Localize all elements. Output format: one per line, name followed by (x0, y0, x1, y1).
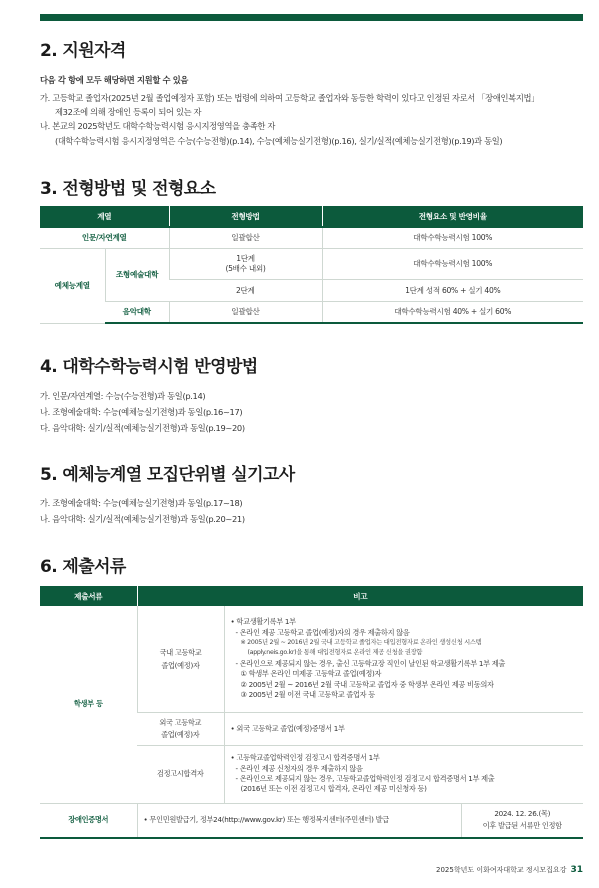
cell-method: 일괄합산 (169, 227, 322, 248)
page-number: 31 (570, 865, 583, 875)
cell-ged-remarks (224, 745, 583, 803)
cell-school-record: 학생부 등 (40, 606, 137, 803)
csat-item-a: 가. 인문/자연계열: 수능(수능전형)과 동일(p.14) (40, 391, 206, 401)
cell-stage2: 2단계 (169, 279, 322, 301)
foreign-label-1: 외국 고등학교 (159, 717, 202, 727)
domestic-label-2: 졸업(예정)자 (161, 660, 200, 670)
ged-line: - 온라인으로 제공되지 않는 경우, 고등학교졸업학력인정 검정고시 합격증명서 1부 제출 (235, 774, 495, 783)
header-method: 전형방법 (169, 206, 322, 227)
table-row (40, 248, 583, 279)
ged-line: - 온라인 제공 신청자의 경우 제출하지 않음 (235, 763, 363, 773)
foreign-label-2: 졸업(예정)자 (161, 729, 200, 739)
cell-disability-cert: 장애인증명서 (40, 803, 137, 838)
section-title-documents: 6. 제출서류 (40, 557, 126, 577)
eligibility-item-b: 나. 본교의 2025학년도 대학수학능력시험 응시지정영역을 충족한 자 (40, 121, 276, 131)
cell-disability-remarks: • 무인민원발급기, 정부24(http://www.gov.kr) 또는 행정복지센터(주민센터) 발급 (137, 803, 461, 838)
practical-item-b: 나. 음악대학: 실기/실적(예체능실기전형)과 동일(p.20~21) (40, 514, 245, 524)
header-track: 계열 (40, 206, 169, 227)
domestic-note: ※ 2005년 2월 ~ 2016년 2월 국내 고등학교 졸업자는 대입전형자료 온라인 생성신청 시스템 (240, 638, 482, 646)
eligibility-item-b-cont: (대학수학능력시험 응시지정영역은 수능(수능전형)(p.14), 수능(예체능실기전형)(p.16), 실기/실적(예체능실기전형)(p.19)과 동일) (55, 136, 503, 146)
csat-item-c: 다. 음악대학: 실기/실적(예체능실기전형)과 동일(p.19~20) (40, 423, 245, 433)
eligibility-item-a-cont: 제32조에 의해 장애인 등록이 되어 있는 자 (55, 107, 202, 117)
stage1-multiplier: (5배수 내외) (225, 263, 266, 273)
top-accent-bar (40, 14, 583, 21)
cell-ratio: 대학수학능력시험 100% (322, 227, 583, 248)
cell-foreign (137, 712, 224, 745)
cell-music-ratio: 대학수학능력시험 40% + 실기 60% (322, 301, 583, 323)
domestic-line: • 학교생활기록부 1부 (230, 617, 296, 627)
table-row (40, 301, 583, 323)
section-title-practical-exam: 5. 예체능계열 모집단위별 실기고사 (40, 465, 295, 485)
practical-item-a: 가. 조형예술대학: 수능(예체능실기전형)과 동일(p.17~18) (40, 498, 243, 508)
cell-domestic-remarks (224, 606, 583, 712)
eligibility-item-a: 가. 고등학교 졸업자(2025년 2월 졸업예정자 포함) 또는 법령에 의하여 고등학교 졸업자와 동등한 학력이 있다고 인정된 자로서 「장애인복지법」 (40, 93, 540, 103)
table-row (40, 227, 583, 248)
cell-formative-college: 조형예술대학 (105, 248, 169, 301)
domestic-label-1: 국내 고등학교 (159, 647, 202, 657)
header-documents: 제출서류 (40, 586, 137, 606)
cell-humanities: 인문/자연계열 (40, 227, 169, 248)
disability-date: 2024. 12. 26.(목) (494, 809, 551, 819)
cell-stage2-ratio: 1단계 성적 60% + 실기 40% (322, 279, 583, 301)
table-row (40, 606, 583, 712)
domestic-line: ① 학생부 온라인 미제공 고등학교 졸업(예정)자 (240, 669, 382, 679)
domestic-line: ③ 2005년 2월 이전 국내 고등학교 졸업자 등 (240, 689, 375, 699)
eligibility-intro: 다음 각 항에 모두 해당하면 지원할 수 있음 (40, 75, 189, 85)
header-remarks: 비고 (137, 586, 583, 606)
footer-title: 2025학년도 이화여자대학교 정시모집요강 (436, 866, 567, 874)
disability-date-note: 이후 발급된 서류만 인정함 (482, 821, 562, 831)
ged-line: (2016년 또는 이전 검정고시 합격자, 온라인 제공 미신청자 등) (240, 784, 427, 794)
stage1-label: 1단계 (236, 253, 255, 263)
section-title-eligibility: 2. 지원자격 (40, 41, 126, 61)
ged-line: • 고등학교졸업학력인정 검정고시 합격증명서 1부 (230, 753, 380, 763)
cell-stage1 (169, 248, 322, 279)
cell-stage1-ratio: 대학수학능력시험 100% (322, 248, 583, 279)
table-row (40, 803, 583, 838)
selection-method-table (40, 206, 583, 324)
section-title-selection-method: 3. 전형방법 및 전형요소 (40, 179, 216, 199)
cell-arts: 예체능계열 (40, 248, 105, 323)
section-title-csat: 4. 대학수학능력시험 반영방법 (40, 357, 258, 377)
cell-ged: 검정고시합격자 (137, 745, 224, 803)
cell-domestic (137, 606, 224, 712)
domestic-line: ② 2005년 2월 ~ 2016년 2월 국내 고등학교 졸업자 중 학생부 온라인 제공 비동의자 (240, 679, 494, 689)
domestic-note: (apply.neis.go.kr)을 통해 대입전형자료 온라인 제공 신청을 권장함 (247, 649, 423, 657)
cell-music-method: 일괄합산 (169, 301, 322, 323)
domestic-line: - 온라인 제공 고등학교 졸업(예정)자의 경우 제출하지 않음 (235, 627, 410, 637)
header-ratio: 전형요소 및 반영비율 (322, 206, 583, 227)
page-footer (436, 865, 583, 875)
cell-foreign-remarks: • 외국 고등학교 졸업(예정)증명서 1부 (224, 712, 583, 745)
csat-item-b: 나. 조형예술대학: 수능(예체능실기전형)과 동일(p.16~17) (40, 407, 243, 417)
cell-music-college: 음악대학 (105, 301, 169, 323)
documents-table (40, 586, 583, 839)
domestic-line: - 온라인으로 제공되지 않는 경우, 출신 고등학교장 직인이 날인된 학교생활기록부 1부 제출 (235, 658, 506, 668)
cell-disability-date (461, 803, 583, 838)
